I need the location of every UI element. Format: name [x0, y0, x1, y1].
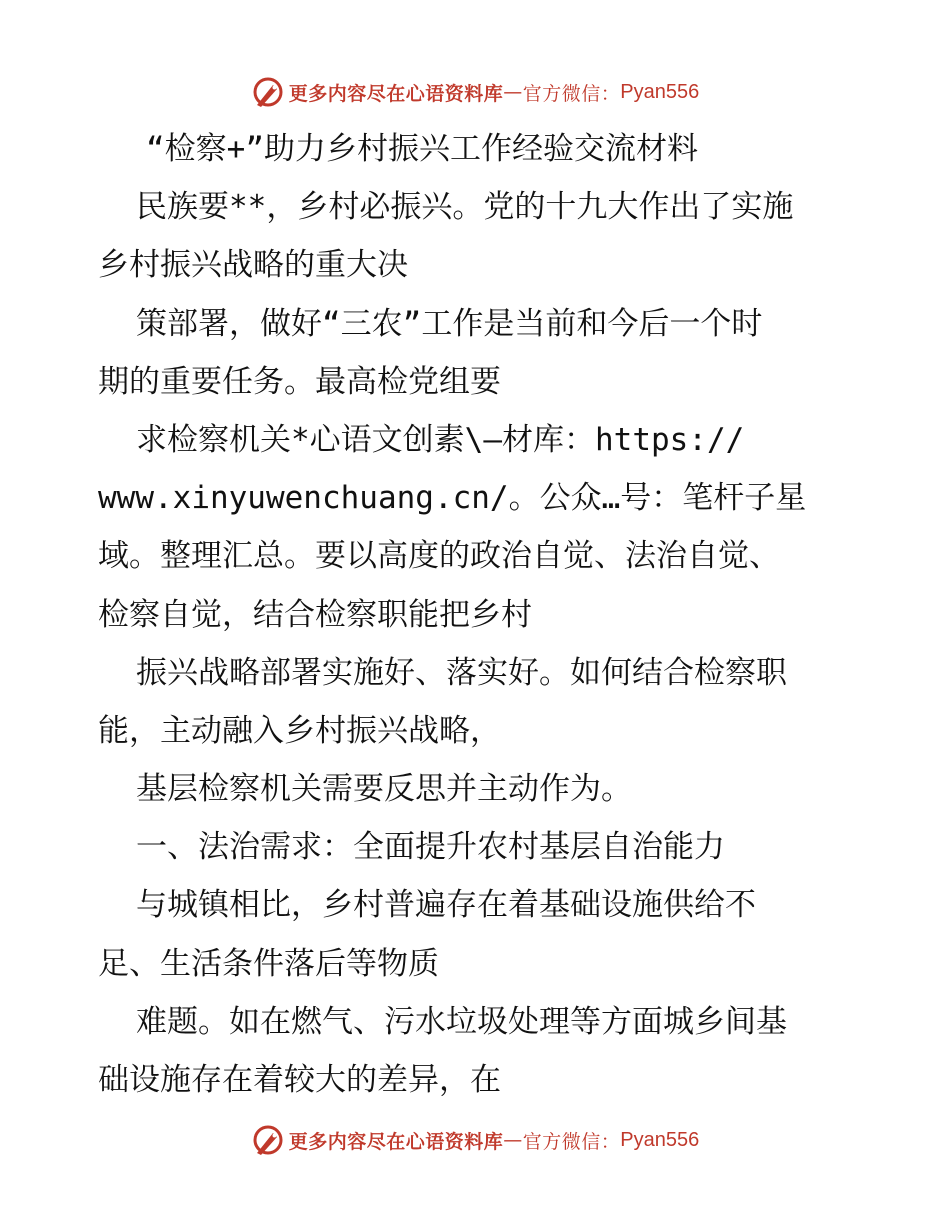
paragraph-line: 足、生活条件落后等物质: [98, 945, 439, 982]
paragraph-line: 难题。如在燃气、污水垃圾处理等方面城乡间基: [136, 1003, 787, 1040]
section-heading: 一、法治需求：全面提升农村基层自治能力: [136, 829, 725, 866]
paragraph-line: 础设施存在着较大的差异，在: [98, 1062, 501, 1098]
watermark-account: Pyan556: [620, 80, 700, 103]
footer-watermark: [0, 1120, 950, 1160]
watermark-main-text: 更多内容尽在心语资料库: [288, 1130, 504, 1153]
paragraph-line: 乡村振兴战略的重大决: [98, 247, 408, 284]
paragraph-line: 求检察机关*心语文创素\—材库：https://: [136, 421, 745, 458]
header-watermark: [0, 72, 950, 112]
paragraph-line: 基层检察机关需要反思并主动作为。: [136, 771, 632, 808]
paragraph-line: 与城镇相比，乡村普遍存在着基础设施供给不: [136, 887, 756, 924]
paragraph-line: 振兴战略部署实施好、落实好。如何结合检察职: [136, 654, 787, 691]
paragraph-line: 检察自觉，结合检察职能把乡村: [98, 596, 532, 633]
watermark-dash: —: [503, 1129, 523, 1151]
document-title: “检察+”助力乡村振兴工作经验交流材料: [146, 131, 698, 167]
paragraph-line: 域。整理汇总。要以高度的政治自觉、法治自觉、: [98, 538, 780, 575]
watermark-wechat-label: 官方微信：: [522, 1130, 621, 1153]
paragraph-line: 策部署，做好“三农”工作是当前和今后一个时: [136, 305, 763, 342]
watermark-dash: —: [503, 81, 523, 103]
paragraph-line: 民族要**，乡村必振兴。党的十九大作出了实施: [136, 189, 794, 226]
watermark-account: Pyan556: [620, 1128, 700, 1151]
paragraph-line: www.xinyuwenchuang.cn/。公众…号：笔杆子星: [98, 480, 807, 517]
pen-nib-logo-icon: [251, 75, 285, 109]
paragraph-line: 能，主动融入乡村振兴战略，: [98, 712, 501, 749]
watermark-main-text: 更多内容尽在心语资料库: [288, 82, 504, 105]
pen-nib-logo-icon: [251, 1123, 285, 1157]
watermark-wechat-label: 官方微信：: [522, 82, 621, 105]
paragraph-line: 期的重要任务。最高检党组要: [98, 363, 501, 400]
document-body: [98, 120, 858, 1109]
